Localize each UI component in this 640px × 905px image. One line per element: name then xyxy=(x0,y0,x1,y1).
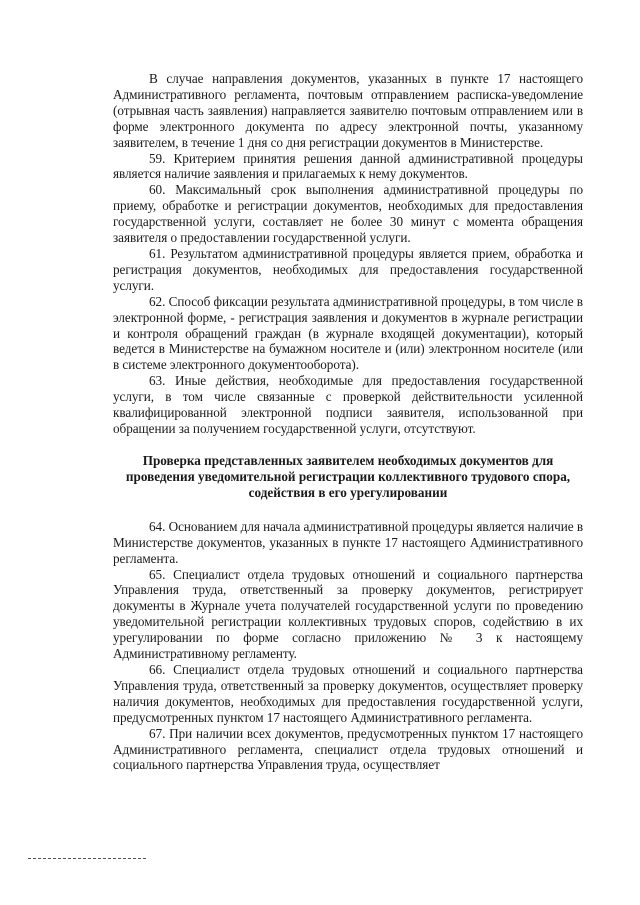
paragraph-64: 64. Основанием для начала административной процедуры является наличие в Министерстве документов, указанных в пункте 17 настоящего Административного регламента. xyxy=(113,518,583,566)
paragraph-66: 66. Специалист отдела трудовых отношений и социального партнерства Управления труда, ответственный за проверку документов, осуществляет проверку наличия документов, необходимых для предоставления государственной услуги, предусмотренных пунктом 17 настоящего Административного регламента. xyxy=(113,662,583,725)
paragraph-65: 65. Специалист отдела трудовых отношений и социального партнерства Управления труда, ответственный за проверку документов, регистрирует документы в Журнале учета получателей государственной услуги по проведению уведомительной регистрации коллективных трудовых споров, содействию в их урегулировании по форме согласно приложению № 3 к настоящему Административному регламенту. xyxy=(113,566,583,662)
paragraph-62: 62. Способ фиксации результата административной процедуры, в том числе в электронной форме, - регистрация заявления и документов в журнале регистрации и контроля обращений граждан (в журнале входящей документации), который ведется в Министерстве на бумажном носителе и (или) электронном носителе (или в системе электронного документооборота). xyxy=(113,293,583,373)
paragraph-61: 61. Результатом административной процедуры является прием, обработка и регистрация документов, необходимых для предоставления государственной услуги. xyxy=(113,245,583,293)
paragraph-59: 59. Критерием принятия решения данной административной процедуры является наличие заявления и прилагаемых к нему документов. xyxy=(113,150,583,182)
section-heading: Проверка представленных заявителем необходимых документов для проведения уведомительной регистрации коллективного трудового спора, содействия в его урегулировании xyxy=(125,452,571,500)
paragraph-67: 67. При наличии всех документов, предусмотренных пунктом 17 настоящего Административного регламента, специалист отдела трудовых отношений и социального партнерства Управления труда, осуществляет xyxy=(113,725,583,773)
paragraph-60: 60. Максимальный срок выполнения административной процедуры по приему, обработке и регистрации документов, необходимых для предоставления государственной услуги, составляет не более 30 минут с момента обращения заявителя о предоставлении государственной услуги. xyxy=(113,182,583,246)
page-body xyxy=(113,71,583,773)
paragraph-58-continuation: В случае направления документов, указанных в пункте 17 настоящего Административного регламента, почтовым отправлением расписка-уведомление (отрывная часть заявления) направляется заявителю почтовым отправлением или в форме электронного документа по адресу электронной почты, указанному заявителем, в течение 1 дня со дня регистрации документов в Министерстве. xyxy=(113,71,583,150)
footer-divider xyxy=(28,858,146,859)
paragraph-63: 63. Иные действия, необходимые для предоставления государственной услуги, в том числе связанные с проверкой действительности усиленной квалифицированной электронной подписи заявителя, использованной при обращении за получением государственной услуги, отсутствуют. xyxy=(113,373,583,436)
